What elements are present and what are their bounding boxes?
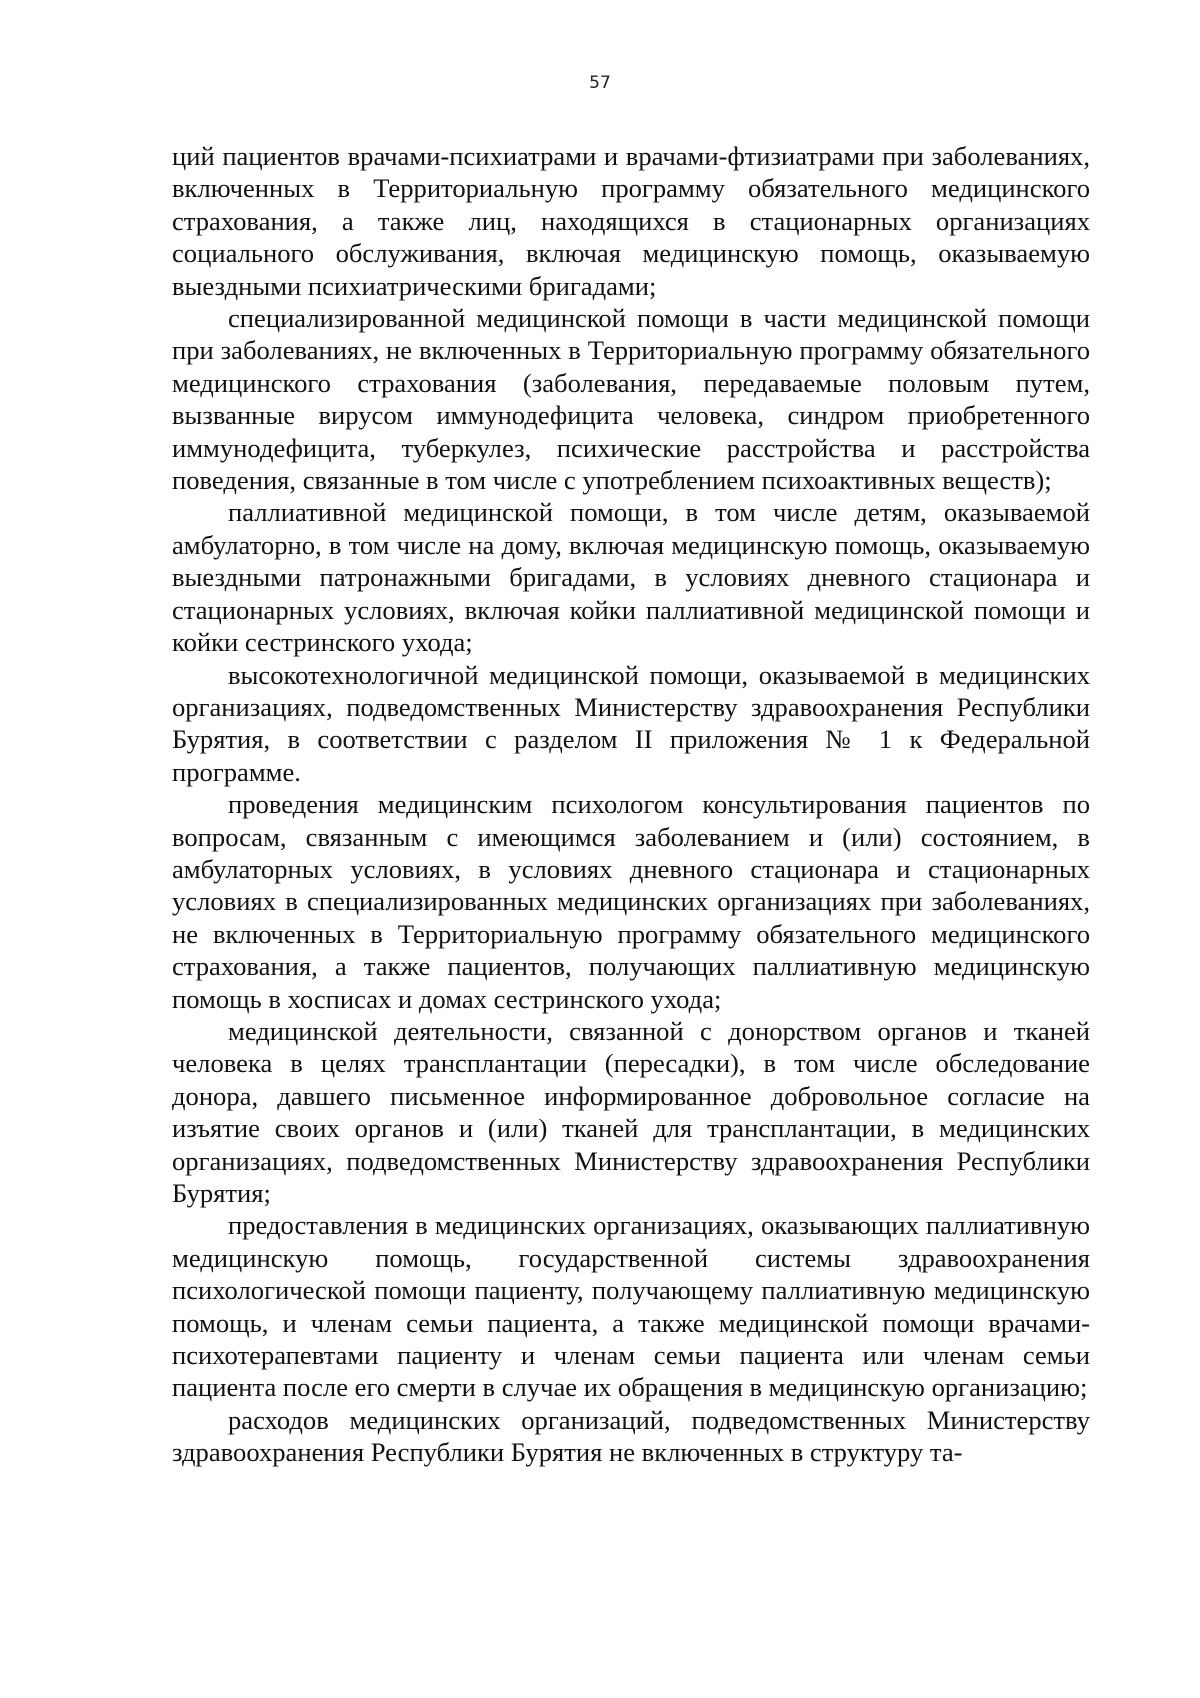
paragraph-5: проведения медицинским психологом консультирования пациентов по вопросам, связанным с имеющимся заболеванием и (или) состоянием, в амбулаторных условиях, в условиях дневного стационара и стационарных условиях в специализированных медицинских организациях при заболеваниях, не включенных в Территориальную программу обязательного медицинского страхования, а также пациентов, получающих паллиативную медицинскую помощь в хосписах и домах сестринского ухода; [172, 789, 1090, 1014]
paragraph-3: паллиативной медицинской помощи, в том числе детям, оказываемой амбулаторно, в том числе на дому, включая медицинскую помощь, оказываемую выездными патронажными бригадами, в условиях дневного стационара и стационарных условиях, включая койки паллиативной медицинской помощи и койки сестринского ухода; [172, 497, 1090, 658]
paragraph-4: высокотехнологичной медицинской помощи, оказываемой в медицинских организациях, подведомственных Министерству здравоохранения Республики Бурятия, в соответствии с разделом II приложения № 1 к Федеральной программе. [172, 659, 1090, 787]
page-number: 57 [589, 73, 611, 93]
paragraph-8: расходов медицинских организаций, подведомственных Министерству здравоохранения Республики Бурятия не включенных в структуру та- [172, 1404, 1090, 1468]
body-text [172, 140, 1090, 1469]
paragraph-7: предоставления в медицинских организациях, оказывающих паллиативную медицинскую помощь, государственной системы здравоохранения психологической помощи пациенту, получающему паллиативную медицинскую помощь, и членам семьи пациента, а также медицинской помощи врачами-психотерапевтами пациенту и членам семьи пациента или членам семьи пациента после его смерти в случае их обращения в медицинскую организацию; [172, 1210, 1090, 1403]
paragraph-1: ций пациентов врачами-психиатрами и врачами-фтизиатрами при заболеваниях, включенных в Территориальную программу обязательного медицинского страхования, а также лиц, находящихся в стационарных организациях социального обслуживания, включая медицинскую помощь, оказываемую выездными психиатрическими бригадами; [172, 141, 1090, 301]
paragraph-6: медицинской деятельности, связанной с донорством органов и тканей человека в целях трансплантации (пересадки), в том числе обследование донора, давшего письменное информированное добровольное согласие на изъятие своих органов и (или) тканей для трансплантации, в медицинских организациях, подведомственных Министерству здравоохранения Республики Бурятия; [172, 1015, 1090, 1208]
paragraph-2: специализированной медицинской помощи в части медицинской помощи при заболеваниях, не включенных в Территориальную программу обязательного медицинского страхования (заболевания, передаваемые половым путем, вызванные вирусом иммунодефицита человека, синдром приобретенного иммунодефицита, туберкулез, психические расстройства и расстройства поведения, связанные в том числе с употреблением психоактивных веществ); [172, 303, 1090, 496]
